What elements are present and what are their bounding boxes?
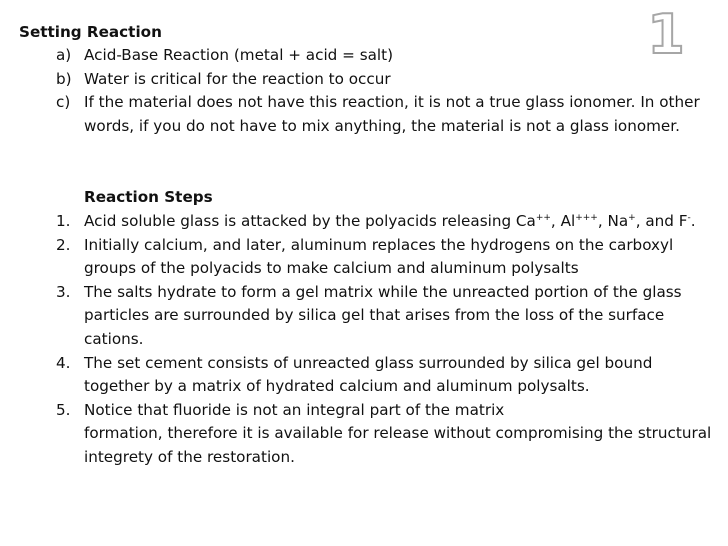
charge-superscript: +++ [575,213,598,223]
list-item-text: If the material does not have this reaction, it is not a true glass ionomer. In other words, if you do not have to mix anything, the material is not a glass ionomer. [84,93,700,135]
list-item-text [84,212,696,230]
text-line: Notice that fluoride is not an integral part of the matrix [84,400,505,419]
list-item-text: The set cement consists of unreacted glass surrounded by silica gel bound together by a matrix of hydrated calcium and aluminum polysalts. [84,353,653,396]
list-item-text [84,401,711,466]
text-fragment: , Al [550,212,576,230]
list-marker: 5. [56,400,71,419]
list-marker: b) [56,69,72,88]
list-marker: 2. [56,235,71,254]
section-heading-setting-reaction: Setting Reaction [19,23,162,41]
text-fragment: . [690,212,696,230]
section-heading-reaction-steps: Reaction Steps [84,188,213,206]
text-fragment: Acid soluble glass is attacked by the polyacids releasing Ca [84,212,536,230]
slide-number-text: 1 [647,4,685,60]
text-fragment: , Na [597,212,629,230]
charge-superscript: ++ [535,213,551,223]
list-item-text: Water is critical for the reaction to occur [84,69,391,88]
list-item [0,44,728,68]
list-item [0,399,728,470]
list-item [0,352,728,399]
list-item [0,68,728,92]
list-item [0,91,728,138]
list-item-text: Acid-Base Reaction (metal + acid = salt) [84,46,394,64]
list-item [0,210,728,234]
list-marker: 4. [56,353,71,372]
reaction-steps-list [0,210,728,470]
text-line: formation, therefore it is available for release without compromising the structural integrety of the restoration. [84,424,712,466]
charge-superscript: + [628,213,636,223]
list-item [0,234,728,281]
text-fragment: , and F [635,212,688,230]
charge-superscript: - [687,213,691,223]
list-marker: c) [56,93,71,112]
setting-reaction-list [0,44,728,138]
list-item-text: The salts hydrate to form a gel matrix while the unreacted portion of the glass particles are surrounded by silica gel that arises from the loss of the surface cations. [84,282,682,348]
list-item-text: Initially calcium, and later, aluminum replaces the hydrogens on the carboxyl groups of the polyacids to make calcium and aluminum polysalts [84,235,674,278]
list-marker: 1. [56,212,71,230]
list-item [0,281,728,352]
list-marker: a) [56,46,72,64]
list-marker: 3. [56,282,71,301]
